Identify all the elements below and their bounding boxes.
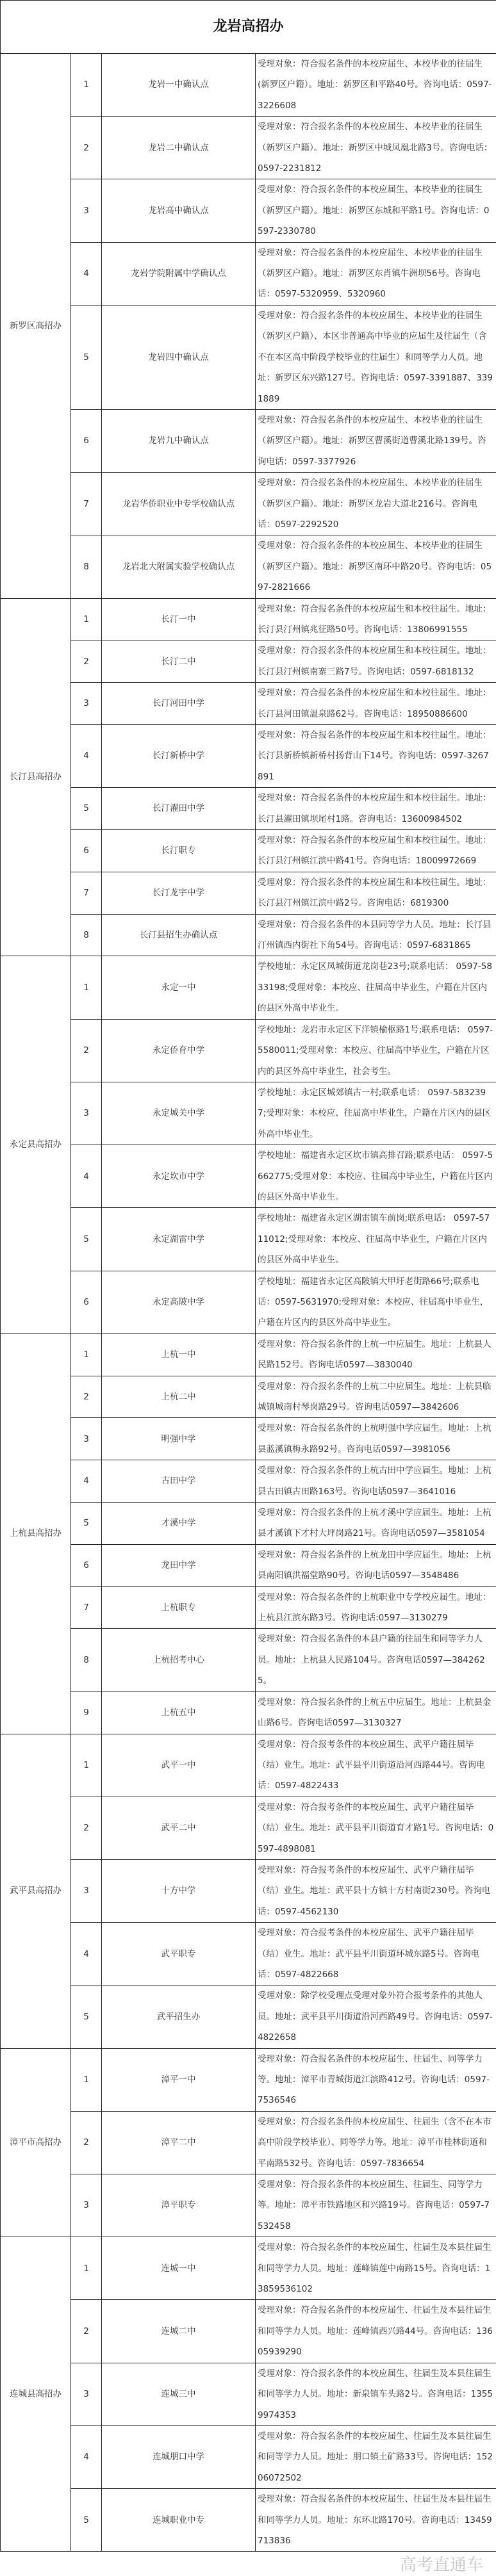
school-name: 永定一中 [102,956,256,1019]
school-info: 学校地址：永定区凤城街道龙岗巷23号;联系电话： 0597-5833198;受理对象：本校应、往届高中毕业生，户籍在片区内的县区外高中毕业生。 [256,956,496,1019]
row-number: 1 [71,598,102,640]
row-number: 2 [71,640,102,683]
school-name: 长汀二中 [102,640,256,683]
row-number: 3 [71,1859,102,1922]
school-name: 长汀新桥中学 [102,725,256,788]
school-name: 漳平职专 [102,2174,256,2237]
row-number: 5 [71,305,102,409]
school-info: 受理对象：符合报名条件的本校应届生、本校毕业的往届生（新罗区户籍）。地址：新罗区南环中路20号。咨询电话：0597-2821666 [256,535,496,598]
row-number: 4 [71,1460,102,1503]
school-info: 受理对象：符合报名条件的上杭古田中学应届生。地址：上杭县古田镇古田路163号。咨询电话0597—3641016 [256,1460,496,1503]
school-info: 受理对象：符合报名条件的上杭才溪中学应届生。地址：上杭县才溪镇下才村大坪岗路21号。咨询电话0597—3581054 [256,1503,496,1545]
table-row [1,1586,496,1629]
row-number: 3 [71,1082,102,1145]
school-name: 武平职专 [102,1923,256,1985]
table-row [1,409,496,472]
school-info: 受理对象：符合报名条件的本校应届生和本校往届生。地址：长汀县汀州镇江滨中路41号。咨询电话：18009972669 [256,830,496,872]
school-info: 受理对象：符合报名条件的本校应届生、本校毕业的往届生（新罗区户籍）。地址：新罗区曹溪街道曹溪北路139号。咨询电话：0597-3377926 [256,409,496,472]
table-row [1,1503,496,1545]
school-name: 龙岩高中确认点 [102,179,256,242]
row-number: 9 [71,1692,102,1734]
table-row [1,2048,496,2111]
school-name: 连城一中 [102,2237,256,2300]
row-number: 1 [71,956,102,1019]
school-info: 受理对象：符合报名条件的本校应届生、往届生及本县往届生和同等学力人员。地址：朋口镇土矿路33号。咨询电话：15206072502 [256,2425,496,2488]
school-name: 永定高陂中学 [102,1271,256,1333]
row-number: 4 [71,242,102,305]
table-row [1,1859,496,1922]
office-name: 漳平市高招办 [1,2048,71,2237]
office-name: 上杭县高招办 [1,1333,71,1734]
table-row [1,725,496,788]
row-number: 2 [71,1797,102,1859]
table-row [1,1544,496,1586]
school-name: 连城二中 [102,2300,256,2363]
table-row [1,914,496,956]
row-number: 3 [71,1418,102,1460]
school-name: 十方中学 [102,1859,256,1922]
row-number: 4 [71,2425,102,2488]
school-info: 受理对象：符合报名条件的本校应届生、本校毕业的往届生（新罗区户籍）、本区非普通高中毕业的应届生及往届生（含不在本区高中阶段学校毕业的往届生）和同等学力人员。地址：新罗区东兴路127号。咨询电话：0597-3391887、3391889 [256,305,496,409]
school-info: 学校地址：福建省永定区湖雷镇车前岗;联系电话： 0597-5711012;受理对象：本校应、往届高中毕业生，户籍在片区内的县区外高中毕业生。 [256,1208,496,1271]
school-info: 受理对象：符合报考条件的本校应届生、武平户籍往届毕（结）业生。地址：武平县十方镇十方村南街230号。咨询电话：0597-4562130 [256,1859,496,1922]
school-info: 受理对象：符合报名条件的本校应届生和本校往届生。地址：长汀县河田镇温泉路62号。咨询电话：18950886600 [256,683,496,725]
row-number: 1 [71,1734,102,1797]
table-row [1,1333,496,1376]
row-number: 1 [71,54,102,117]
school-name: 永定侨育中学 [102,1019,256,1082]
watermark: 高考直通车 [0,2552,496,2576]
office-name: 连城县高招办 [1,2237,71,2552]
school-info: 受理对象：符合报名条件的本校应届生和本校往届生。地址：长汀县新桥镇新桥村扬背山下14号。咨询电话：0597-3267891 [256,725,496,788]
title-row [1,1,496,54]
row-number: 7 [71,872,102,914]
table-row [1,2111,496,2174]
school-info: 受理对象：符合报名条件的本校应届生、往届生、同等学力等。地址：漳平市青城街道江滨路412号。咨询电话：0597-7536546 [256,2048,496,2111]
school-info: 受理对象：符合报考条件的本校应届生、武平户籍往届毕（结）业生。地址：武平县平川街道沿河西路44号。咨询电话：0597-4822433 [256,1734,496,1797]
school-info: 受理对象：符合报考条件的本校应届生、武平户籍往届毕（结）业生。地址：武平县平川街道环城东路5号。咨询电话：0597-4822668 [256,1923,496,1985]
table-row [1,1208,496,1271]
school-name: 龙岩学院附属中学确认点 [102,242,256,305]
school-info: 受理对象：符合报名条件的本校应届生、本校毕业的往届生（新罗区户籍）。地址：新罗区东肖镇牛洲坝56号。咨询电话：0597-5320959、5320960 [256,242,496,305]
school-info: 受理对象：符合报名条件的本校应届生和本校往届生。地址：长汀县濯田镇坝尾村1路。咨询电话：13600984502 [256,788,496,830]
school-name: 上杭招考中心 [102,1629,256,1692]
table-row [1,788,496,830]
row-number: 6 [71,1544,102,1586]
school-info: 学校地址：龙岩市永定区下洋镇榆枢路1号;联系电话： 0597-5580011;受理对象：本校应、往届高中毕业生，户籍在片区内的县区外高中毕业生，社会考生。 [256,1019,496,1082]
school-name: 长汀龙宇中学 [102,872,256,914]
school-info: 受理对象：符合报名条件的上杭一中应届生。地址：上杭县人民路152号。咨询电话0597—3830040 [256,1333,496,1376]
table-row [1,179,496,242]
row-number: 3 [71,2363,102,2425]
page-title: 龙岩高招办 [1,1,496,54]
school-name: 长汀一中 [102,598,256,640]
table-row [1,2489,496,2552]
school-name: 龙岩华侨职业中专学校确认点 [102,473,256,535]
table-row [1,1082,496,1145]
school-info: 学校地址：永定区城郊镇古一村;联系电话： 0597-5832397;受理对象：本校应、往届高中毕业生，户籍在片区内的县区外高中毕业生。 [256,1082,496,1145]
table-row [1,2300,496,2363]
school-info: 学校地址：福建省永定区坎市镇高排召路;联系电话： 0597-5662775;受理对象：本校应、往届高中毕业生，户籍在片区内的县区外高中毕业生。 [256,1145,496,1208]
school-name: 龙田中学 [102,1544,256,1586]
school-name: 龙岩一中确认点 [102,54,256,117]
school-name: 上杭二中 [102,1376,256,1418]
office-name: 新罗区高招办 [1,54,71,599]
row-number: 2 [71,1376,102,1418]
school-info: 受理对象：符合报考条件的本校应届生、武平户籍往届毕（结）业生。地址：武平县平川街道育才路1号。咨询电话：0597-4898081 [256,1797,496,1859]
table-row [1,1418,496,1460]
school-name: 武平一中 [102,1734,256,1797]
row-number: 5 [71,1208,102,1271]
row-number: 4 [71,1145,102,1208]
school-info: 受理对象：符合报名条件的上杭五中应届生。地址：上杭县金山路6号。咨询电话0597—3130327 [256,1692,496,1734]
row-number: 8 [71,535,102,598]
school-name: 连城职业中专 [102,2489,256,2552]
row-number: 6 [71,830,102,872]
table-row [1,683,496,725]
row-number: 6 [71,1271,102,1333]
row-number: 8 [71,1629,102,1692]
school-name: 龙岩北大附属实验学校确认点 [102,535,256,598]
row-number: 3 [71,179,102,242]
row-number: 6 [71,409,102,472]
table-row [1,473,496,535]
row-number: 1 [71,2048,102,2111]
table-row [1,2425,496,2488]
table-row [1,535,496,598]
table-row [1,872,496,914]
school-info: 受理对象：符合报名条件的上杭龙田中学应届生。地址：上杭县南阳镇洪福堂路90号。咨询电话0597—3548486 [256,1544,496,1586]
school-info: 受理对象：符合报名条件的本校应届生、本校毕业的往届生（新罗区户籍）。地址：新罗区龙岩大道北216号。咨询电话：0597-2292520 [256,473,496,535]
school-info: 受理对象：符合报名条件的本校应届生、本校毕业的往届生（新罗区户籍）。地址：新罗区中城凤凰北路3号。咨询电话：0597-2231812 [256,117,496,179]
table-row [1,305,496,409]
office-name: 武平县高招办 [1,1734,71,2048]
row-number: 2 [71,2111,102,2174]
table-row [1,1145,496,1208]
school-name: 长汀濯田中学 [102,788,256,830]
table-row [1,1629,496,1692]
row-number: 8 [71,914,102,956]
school-name: 长汀县招生办确认点 [102,914,256,956]
school-name: 永定城关中学 [102,1082,256,1145]
school-info: 受理对象：符合报名条件的上杭职业中专学校应届生。地址：上杭县江滨东路3号。咨询电话:0597—3130279 [256,1586,496,1629]
table-row [1,1376,496,1418]
row-number: 5 [71,788,102,830]
school-name: 龙岩四中确认点 [102,305,256,409]
row-number: 2 [71,2300,102,2363]
row-number: 4 [71,1923,102,1985]
school-name: 永定坎市中学 [102,1145,256,1208]
school-info: 受理对象：符合报名条件的本校应届生、本校毕业的往届生（新罗区户籍）。地址：新罗区东城和平路1号。咨询电话：0597-2330780 [256,179,496,242]
row-number: 4 [71,725,102,788]
school-name: 武平招生办 [102,1985,256,2048]
school-name: 上杭一中 [102,1333,256,1376]
school-name: 龙岩二中确认点 [102,117,256,179]
school-info: 受理对象：符合报名条件的上杭明强中学应届生。地址：上杭县蓝溪镇梅永路92号。咨询电话0597—3981056 [256,1418,496,1460]
school-name: 武平二中 [102,1797,256,1859]
row-number: 1 [71,2237,102,2300]
table-row [1,1923,496,1985]
school-info: 受理对象：符合报名条件的本校应届生和本校往届生。地址：长汀县汀州镇江滨中路2号。咨询电话：6819300 [256,872,496,914]
table-row [1,598,496,640]
school-name: 才溪中学 [102,1503,256,1545]
school-name: 漳平一中 [102,2048,256,2111]
table-row [1,2363,496,2425]
row-number: 3 [71,2174,102,2237]
school-info: 受理对象：符合报名条件的本校应届生、往届生及本县往届生和同等学力人员。地址：莲峰镇莲中南路15号。咨询电话：13859536102 [256,2237,496,2300]
school-info: 受理对象：符合报名条件的本校应届生、往届生（含不在本市高中阶段学校毕业）、同等学力等。地址：漳平市桂林街道和平南路532号。咨询电话：0597-7836654 [256,2111,496,2174]
table-row [1,1460,496,1503]
table-row [1,2174,496,2237]
row-number: 1 [71,1333,102,1376]
table-row [1,1734,496,1797]
row-number: 5 [71,2489,102,2552]
school-name: 长汀河田中学 [102,683,256,725]
office-name: 长汀县高招办 [1,598,71,956]
school-info: 受理对象：符合报名条件的本校应届生、本校毕业的往届生(新罗区户籍）。地址：新罗区和平路40号。咨询电话：0597-3226608 [256,54,496,117]
table-row [1,956,496,1019]
school-info: 受理对象：符合报名条件的本校应届生和本校往届生。地址：长汀县汀州镇南寨三路7号。咨询电话：0597-6818132 [256,640,496,683]
table-row [1,117,496,179]
table-row [1,1692,496,1734]
table-row [1,830,496,872]
table-row [1,640,496,683]
school-name: 古田中学 [102,1460,256,1503]
school-name: 连城三中 [102,2363,256,2425]
row-number: 2 [71,1019,102,1082]
row-number: 5 [71,1503,102,1545]
school-info: 受理对象：符合报名条件的本县户籍的往届生和同等学力人员。地址：上杭县人民路104号。咨询电话0597—3842625。 [256,1629,496,1692]
school-info: 受理对象：符合报名条件的本校应届生、往届生、同等学力等。地址：漳平市铁路地区和兴路19号。咨询电话：0597-7532458 [256,2174,496,2237]
row-number: 2 [71,117,102,179]
school-name: 长汀职专 [102,830,256,872]
school-info: 受理对象：除学校受理点受理对象外符合报考条件的其他人员。地址：武平县平川街道沿河西路49号。咨询电话：0597-4822658 [256,1985,496,2048]
school-name: 龙岩九中确认点 [102,409,256,472]
school-info: 受理对象：符合报名条件的本校应届生、往届生及本县往届生和同等学力人员。地址：东环北路170号。咨询电话：13459713836 [256,2489,496,2552]
school-name: 漳平二中 [102,2111,256,2174]
row-number: 3 [71,683,102,725]
school-info: 受理对象：符合报名条件的上杭二中应届生。地址：上杭县临城镇城南村琴岗路29号。咨询电话0597—3842606 [256,1376,496,1418]
school-info: 受理对象：符合报名条件的本校应届生、往届生及本县往届生和同等学力人员。地址：新泉镇车头路2号。咨询电话：13559974353 [256,2363,496,2425]
school-info: 受理对象：符合报名条件的本县同等学力人员。地址：长汀县汀州镇西内街社下角54号。咨询电话：0597-6831865 [256,914,496,956]
table-row [1,2237,496,2300]
school-name: 上杭五中 [102,1692,256,1734]
office-name: 永定县高招办 [1,956,71,1333]
school-info: 学校地址：福建省永定区高陂镇大甲圩老街路66号;联系电话：0597-5631970;受理对象：本校应、往届高中毕业生，户籍在片区内的县区外高中毕业生。 [256,1271,496,1333]
table-row [1,1797,496,1859]
table-row [1,54,496,117]
school-info: 受理对象：符合报名条件的本校应届生和本校往届生。地址：长汀县汀州镇兆征路50号。咨询电话：13806991555 [256,598,496,640]
row-number: 7 [71,473,102,535]
table-row [1,1985,496,2048]
school-info: 受理对象：符合报名条件的本校应届生、往届生及本县往届生和同等学力人员。地址：莲峰镇西兴路44号。咨询电话：13605939290 [256,2300,496,2363]
table-row [1,1019,496,1082]
school-name: 上杭职专 [102,1586,256,1629]
table-row [1,242,496,305]
row-number: 7 [71,1586,102,1629]
row-number: 5 [71,1985,102,2048]
table-row [1,1271,496,1333]
school-name: 永定湖雷中学 [102,1208,256,1271]
school-name: 连城朋口中学 [102,2425,256,2488]
school-name: 明强中学 [102,1418,256,1460]
